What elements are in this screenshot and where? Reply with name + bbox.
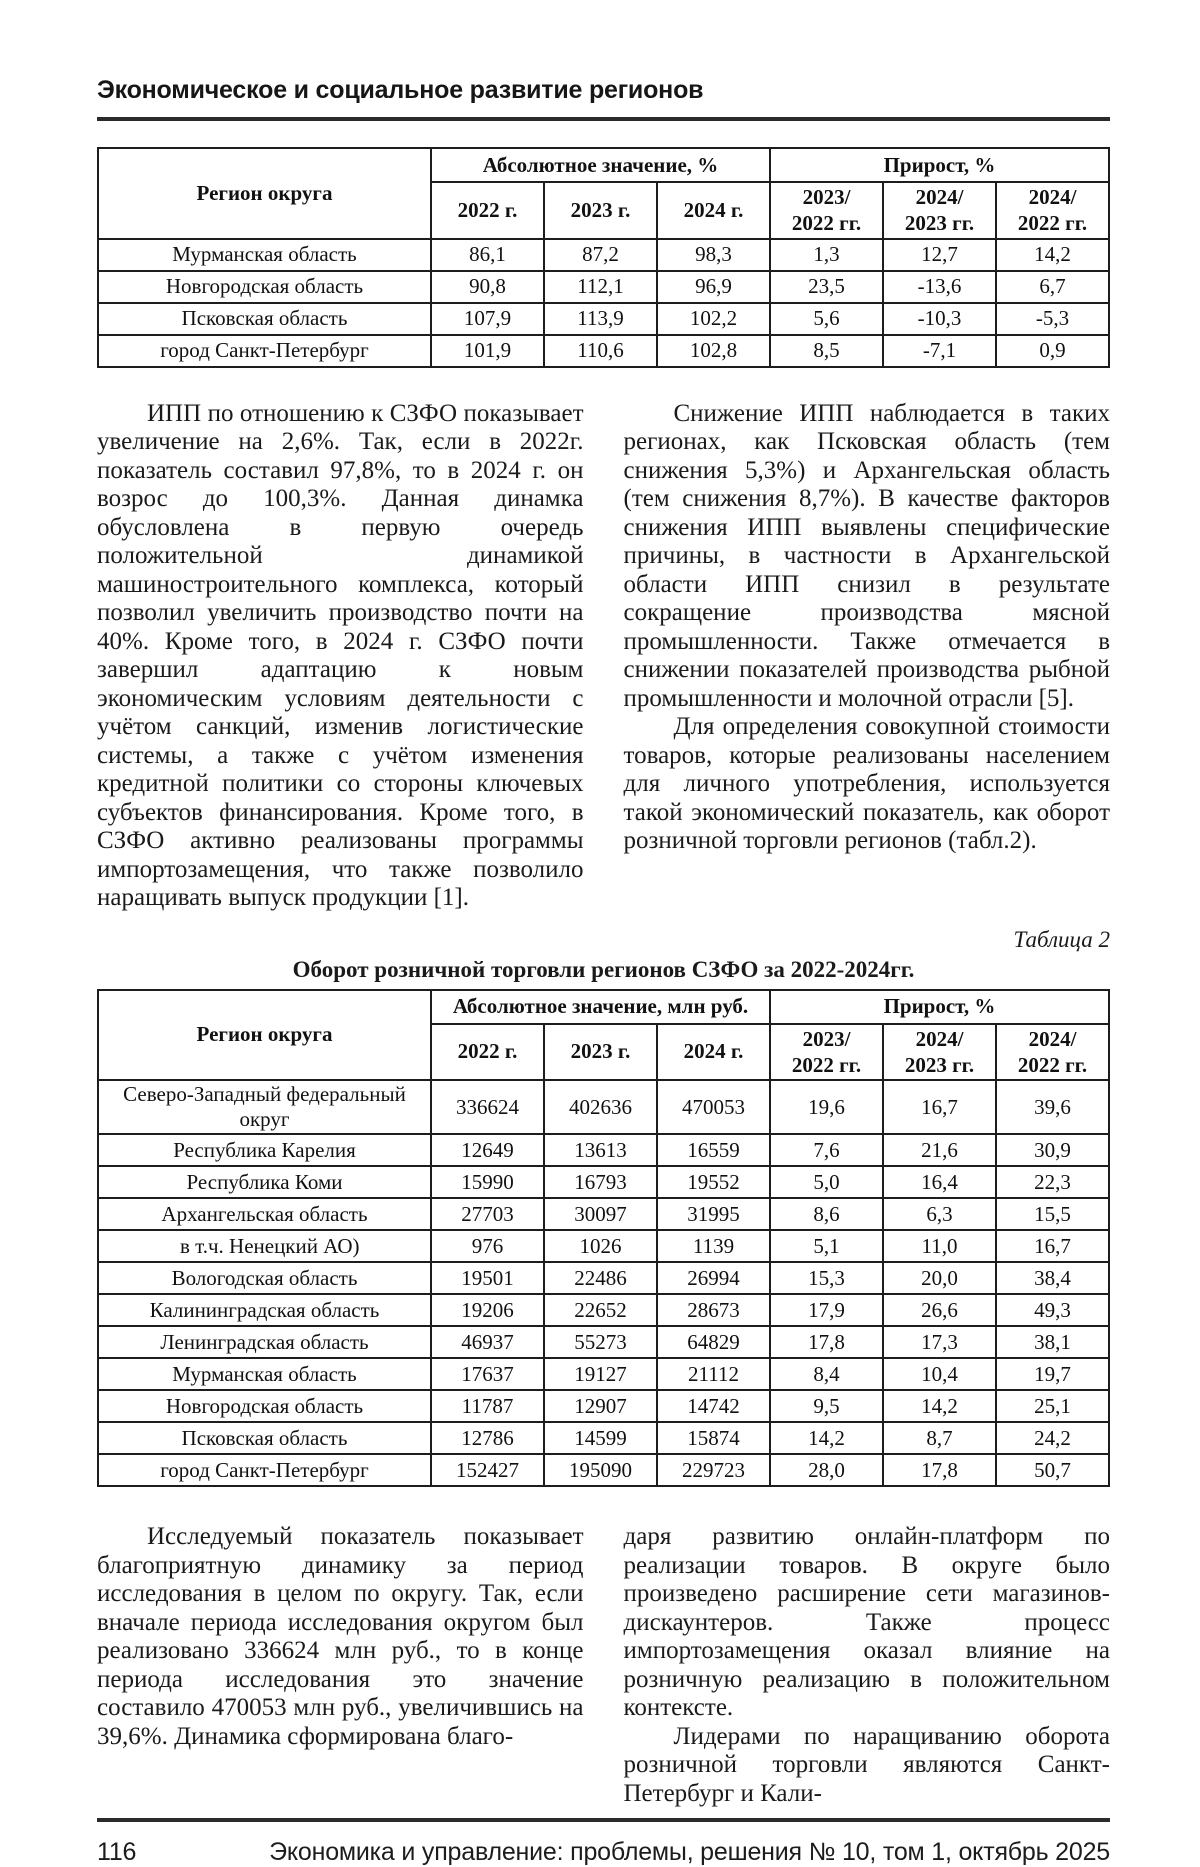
paragraph: Снижение ИПП наблюдается в таких регионах, как Псковская область (тем снижения 5,3%) и Архангельская область (тем снижения 8,7%). В качестве факторов снижения ИПП выявлены специфические причины, в частности в Архангельской области ИПП снизил в результате сокращение производства мясной промышленности. Также отмечается в снижении показателей производства рыбной промышленности и молочной отрасли [5]. xyxy=(623,399,1110,712)
journal-title-line: Экономика и управление: проблемы, решения № 10, том 1, октябрь 2025 xyxy=(269,1838,1110,1866)
table-row xyxy=(98,271,1109,303)
table-row xyxy=(98,1134,1109,1166)
growth-column-header: 2024/ 2023 гг. xyxy=(883,1024,996,1081)
value-cell: 5,1 xyxy=(770,1230,883,1262)
text-column-left xyxy=(97,1523,584,1808)
value-cell: 195090 xyxy=(544,1454,657,1486)
region-cell: Псковская область xyxy=(98,303,431,335)
value-cell: 101,9 xyxy=(431,335,544,367)
value-cell: 15874 xyxy=(657,1422,770,1454)
value-cell: 14,2 xyxy=(770,1422,883,1454)
value-cell: 0,9 xyxy=(996,335,1109,367)
value-cell: 19,6 xyxy=(770,1080,883,1134)
table-row xyxy=(98,1230,1109,1262)
absolute-value-group-header: Абсолютное значение, млн руб. xyxy=(431,990,770,1024)
year-column-header: 2024 г. xyxy=(657,182,770,239)
value-cell: 9,5 xyxy=(770,1390,883,1422)
value-cell: 19,7 xyxy=(996,1358,1109,1390)
value-cell: 112,1 xyxy=(544,271,657,303)
region-cell: Северо-Западный федеральный округ xyxy=(98,1080,431,1134)
region-cell: Республика Коми xyxy=(98,1166,431,1198)
table-row xyxy=(98,1422,1109,1454)
table-header-row xyxy=(98,990,1109,1024)
region-cell: Архангельская область xyxy=(98,1198,431,1230)
table-row xyxy=(98,1390,1109,1422)
growth-group-header: Прирост, % xyxy=(770,990,1109,1024)
value-cell: 17,8 xyxy=(770,1326,883,1358)
value-cell: 90,8 xyxy=(431,271,544,303)
table2-title: Оборот розничной торговли регионов СЗФО за 2022-2024гг. xyxy=(292,956,915,982)
region-cell: Мурманская область xyxy=(98,1358,431,1390)
value-cell: 102,2 xyxy=(657,303,770,335)
year-column-header: 2023 г. xyxy=(544,182,657,239)
value-cell: 107,9 xyxy=(431,303,544,335)
growth-column-header: 2023/ 2022 гг. xyxy=(770,1024,883,1081)
body-text-section xyxy=(97,1523,1110,1808)
value-cell: -5,3 xyxy=(996,303,1109,335)
journal-page xyxy=(97,76,1110,1867)
header-divider xyxy=(97,117,1110,121)
value-cell: 19501 xyxy=(431,1262,544,1294)
text-column-left xyxy=(97,400,584,913)
value-cell: 7,6 xyxy=(770,1134,883,1166)
retail-turnover-table xyxy=(97,989,1110,1488)
value-cell: 1,3 xyxy=(770,239,883,271)
value-cell: 113,9 xyxy=(544,303,657,335)
ipp-regions-table xyxy=(97,147,1110,368)
page-number: 116 xyxy=(97,1838,137,1866)
value-cell: 25,1 xyxy=(996,1390,1109,1422)
region-cell: Новгородская область xyxy=(98,271,431,303)
value-cell: 14742 xyxy=(657,1390,770,1422)
value-cell: 20,0 xyxy=(883,1262,996,1294)
table-row xyxy=(98,1294,1109,1326)
paragraph: Исследуемый показатель показывает благоприятную динамику за период исследования в целом по округу. Так, если вначале периода исследования округом был реализовано 336624 млн руб., то в конце периода исследования это значение составило 470053 млн руб., увеличившись на 39,6%. Динамика сформирована благо- xyxy=(97,1523,584,1750)
value-cell: 21,6 xyxy=(883,1134,996,1166)
value-cell: 8,7 xyxy=(883,1422,996,1454)
region-cell: Псковская область xyxy=(98,1422,431,1454)
value-cell: 26994 xyxy=(657,1262,770,1294)
year-column-header: 2024 г. xyxy=(657,1024,770,1081)
value-cell: 17637 xyxy=(431,1358,544,1390)
value-cell: 27703 xyxy=(431,1198,544,1230)
value-cell: 16,7 xyxy=(996,1230,1109,1262)
text-column-right xyxy=(624,400,1111,913)
region-cell: Калининградская область xyxy=(98,1294,431,1326)
value-cell: 30097 xyxy=(544,1198,657,1230)
value-cell: 30,9 xyxy=(996,1134,1109,1166)
value-cell: 23,5 xyxy=(770,271,883,303)
region-cell: Вологодская область xyxy=(98,1262,431,1294)
paragraph: ИПП по отношению к СЗФО показывает увеличение на 2,6%. Так, если в 2022г. показатель составил 97,8%, то в 2024 г. он возрос до 100,3%. Данная динамка обусловлена в первую очередь положительной динамикой машиностроительного комплекса, который позволил увеличить производство почти на 40%. Кроме того, в 2024 г. СЗФО почти завершил адаптацию к новым экономическим условиям деятельности с учётом санкций, изменив логистические системы, а также с учётом изменения кредитной политики со стороны ключевых субъектов финансирования. Кроме того, в СЗФО активно реализованы программы импортозамещения, что также позволило наращивать выпуск продукции [1]. xyxy=(97,399,584,911)
value-cell: -7,1 xyxy=(883,335,996,367)
value-cell: 26,6 xyxy=(883,1294,996,1326)
value-cell: 1026 xyxy=(544,1230,657,1262)
value-cell: 229723 xyxy=(657,1454,770,1486)
table-row xyxy=(98,1198,1109,1230)
growth-column-header: 2024/ 2023 гг. xyxy=(883,182,996,239)
running-head-title: Экономическое и социальное развитие регионов xyxy=(97,76,704,104)
value-cell: 976 xyxy=(431,1230,544,1262)
value-cell: 12786 xyxy=(431,1422,544,1454)
table-row xyxy=(98,1326,1109,1358)
value-cell: 152427 xyxy=(431,1454,544,1486)
paragraph-continuation: даря развитию онлайн-платформ по реализации товаров. В округе было произведено расширение сети магазинов-дискаунтеров. Также процесс импортозамещения оказал влияние на розничную реализацию в положительном контексте. xyxy=(623,1523,1110,1721)
year-column-header: 2023 г. xyxy=(544,1024,657,1081)
value-cell: 15,5 xyxy=(996,1198,1109,1230)
value-cell: 11,0 xyxy=(883,1230,996,1262)
value-cell: 17,8 xyxy=(883,1454,996,1486)
value-cell: 19206 xyxy=(431,1294,544,1326)
value-cell: 38,4 xyxy=(996,1262,1109,1294)
value-cell: 12907 xyxy=(544,1390,657,1422)
value-cell: 1139 xyxy=(657,1230,770,1262)
value-cell: 8,5 xyxy=(770,335,883,367)
value-cell: -10,3 xyxy=(883,303,996,335)
value-cell: 470053 xyxy=(657,1080,770,1134)
value-cell: 12,7 xyxy=(883,239,996,271)
region-cell: Ленинградская область xyxy=(98,1326,431,1358)
year-column-header: 2022 г. xyxy=(431,182,544,239)
table-row xyxy=(98,1262,1109,1294)
footer-divider xyxy=(97,1818,1110,1822)
value-cell: 8,6 xyxy=(770,1198,883,1230)
table-row xyxy=(98,335,1109,367)
paragraph: Для определения совокупной стоимости товаров, которые реализованы населением для личного употребления, используется такой экономический показатель, как оборот розничной торговли регионов (табл.2). xyxy=(623,713,1110,854)
value-cell: 55273 xyxy=(544,1326,657,1358)
region-cell: Новгородская область xyxy=(98,1390,431,1422)
table-row xyxy=(98,239,1109,271)
value-cell: 102,8 xyxy=(657,335,770,367)
value-cell: 10,4 xyxy=(883,1358,996,1390)
table-row xyxy=(98,1358,1109,1390)
region-cell: город Санкт-Петербург xyxy=(98,1454,431,1486)
value-cell: 402636 xyxy=(544,1080,657,1134)
absolute-value-group-header: Абсолютное значение, % xyxy=(431,148,770,182)
value-cell: 22486 xyxy=(544,1262,657,1294)
value-cell: 5,6 xyxy=(770,303,883,335)
region-column-header: Регион округа xyxy=(98,990,431,1081)
value-cell: 31995 xyxy=(657,1198,770,1230)
value-cell: 22652 xyxy=(544,1294,657,1326)
region-cell: Мурманская область xyxy=(98,239,431,271)
value-cell: 46937 xyxy=(431,1326,544,1358)
value-cell: 15,3 xyxy=(770,1262,883,1294)
value-cell: 14599 xyxy=(544,1422,657,1454)
value-cell: 17,3 xyxy=(883,1326,996,1358)
region-cell: Республика Карелия xyxy=(98,1134,431,1166)
value-cell: 16559 xyxy=(657,1134,770,1166)
value-cell: 336624 xyxy=(431,1080,544,1134)
value-cell: 16793 xyxy=(544,1166,657,1198)
value-cell: 98,3 xyxy=(657,239,770,271)
region-cell: город Санкт-Петербург xyxy=(98,335,431,367)
value-cell: 96,9 xyxy=(657,271,770,303)
value-cell: 28,0 xyxy=(770,1454,883,1486)
value-cell: -13,6 xyxy=(883,271,996,303)
body-text-section xyxy=(97,400,1110,913)
region-cell: в т.ч. Ненецкий АО) xyxy=(98,1230,431,1262)
value-cell: 13613 xyxy=(544,1134,657,1166)
page-footer xyxy=(97,1838,1110,1867)
value-cell: 50,7 xyxy=(996,1454,1109,1486)
value-cell: 11787 xyxy=(431,1390,544,1422)
table-row xyxy=(98,303,1109,335)
growth-column-header: 2024/ 2022 гг. xyxy=(996,182,1109,239)
value-cell: 22,3 xyxy=(996,1166,1109,1198)
value-cell: 8,4 xyxy=(770,1358,883,1390)
value-cell: 6,7 xyxy=(996,271,1109,303)
table2-caption: Таблица 2 xyxy=(1013,926,1110,952)
value-cell: 5,0 xyxy=(770,1166,883,1198)
value-cell: 49,3 xyxy=(996,1294,1109,1326)
value-cell: 15990 xyxy=(431,1166,544,1198)
value-cell: 19552 xyxy=(657,1166,770,1198)
value-cell: 64829 xyxy=(657,1326,770,1358)
value-cell: 24,2 xyxy=(996,1422,1109,1454)
value-cell: 12649 xyxy=(431,1134,544,1166)
value-cell: 86,1 xyxy=(431,239,544,271)
region-column-header: Регион округа xyxy=(98,148,431,239)
value-cell: 38,1 xyxy=(996,1326,1109,1358)
value-cell: 19127 xyxy=(544,1358,657,1390)
value-cell: 14,2 xyxy=(883,1390,996,1422)
table-header-row xyxy=(98,148,1109,182)
value-cell: 16,4 xyxy=(883,1166,996,1198)
value-cell: 39,6 xyxy=(996,1080,1109,1134)
value-cell: 87,2 xyxy=(544,239,657,271)
value-cell: 14,2 xyxy=(996,239,1109,271)
value-cell: 110,6 xyxy=(544,335,657,367)
table-row xyxy=(98,1166,1109,1198)
value-cell: 16,7 xyxy=(883,1080,996,1134)
value-cell: 21112 xyxy=(657,1358,770,1390)
growth-column-header: 2023/ 2022 гг. xyxy=(770,182,883,239)
growth-group-header: Прирост, % xyxy=(770,148,1109,182)
table-row xyxy=(98,1454,1109,1486)
value-cell: 28673 xyxy=(657,1294,770,1326)
year-column-header: 2022 г. xyxy=(431,1024,544,1081)
table-row xyxy=(98,1080,1109,1134)
value-cell: 17,9 xyxy=(770,1294,883,1326)
growth-column-header: 2024/ 2022 гг. xyxy=(996,1024,1109,1081)
text-column-right xyxy=(624,1523,1111,1808)
value-cell: 6,3 xyxy=(883,1198,996,1230)
paragraph: Лидерами по наращиванию оборота розничной торговли являются Санкт-Петербург и Кали- xyxy=(623,1722,1110,1807)
